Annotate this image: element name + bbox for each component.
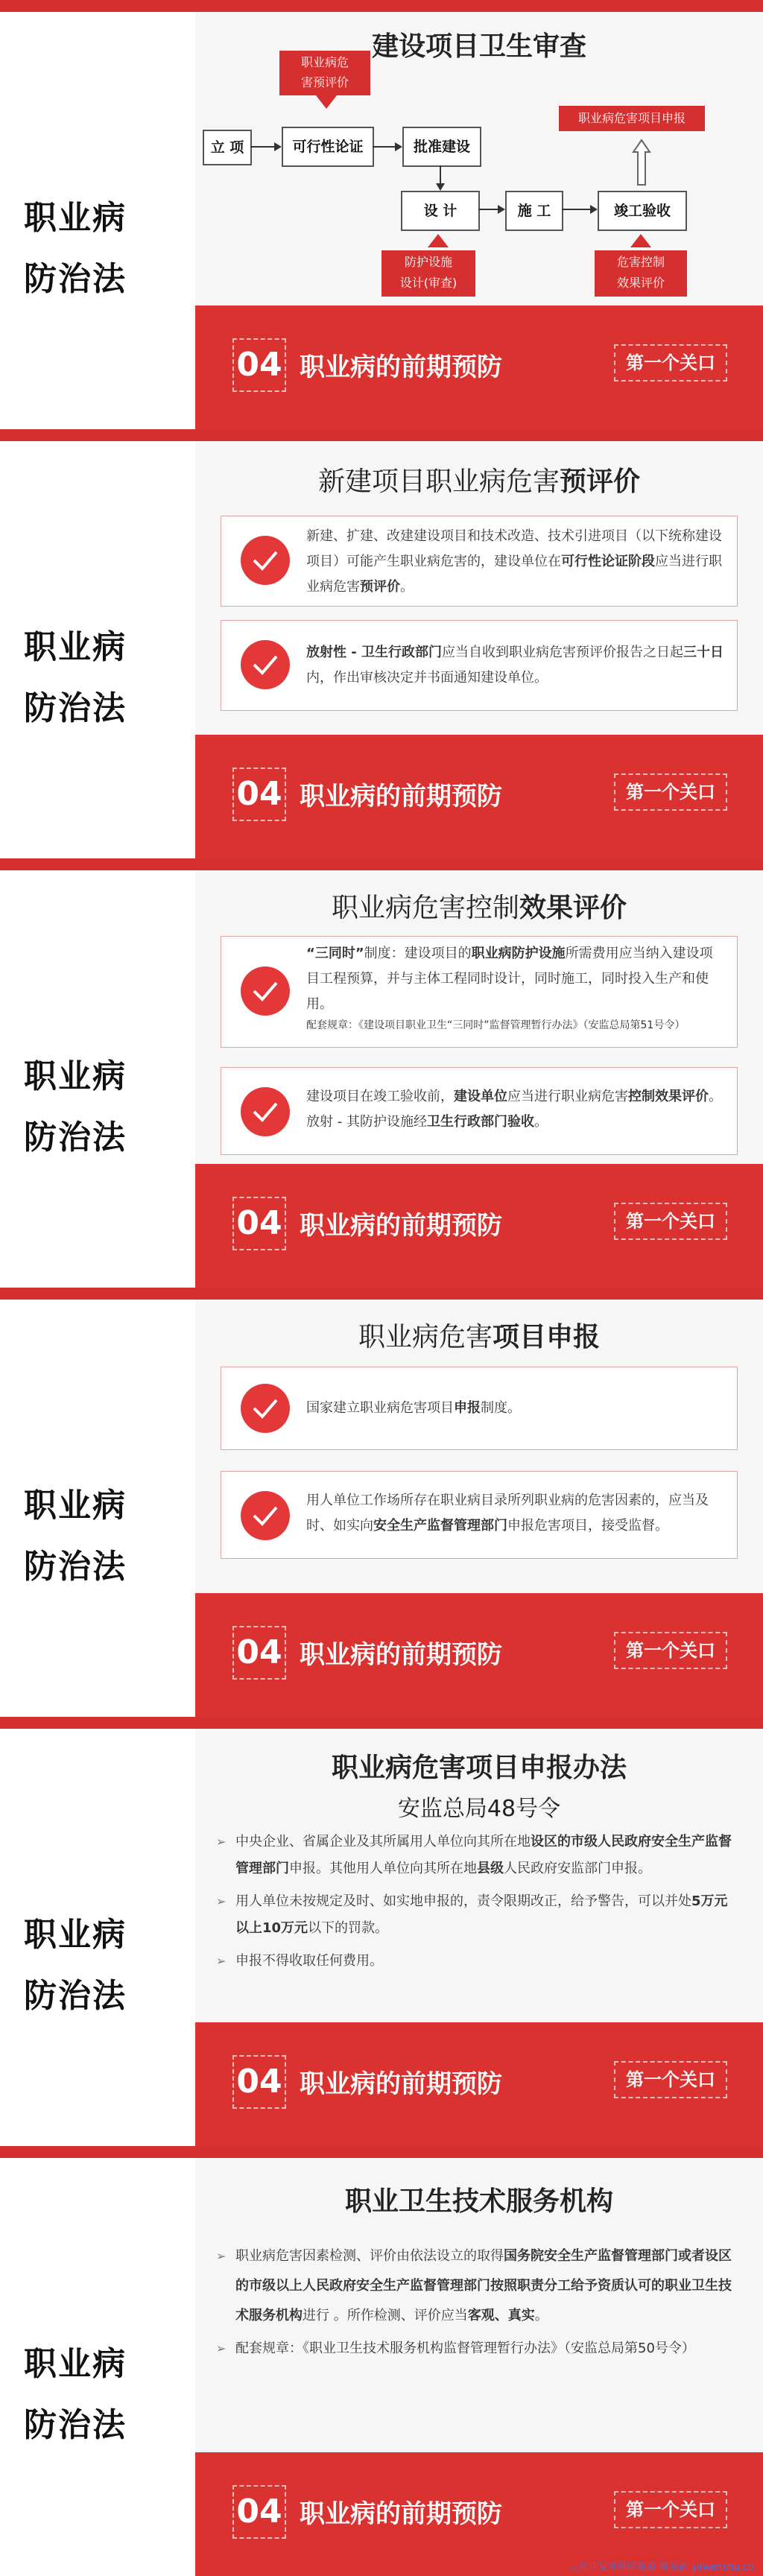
watermark-text[interactable]: 三方开发者网络资源 资源站 yiiwanshu.cn — [569, 2562, 754, 2573]
project-declaration-box: 职业病危害项目申报 — [559, 106, 705, 131]
check-icon — [241, 536, 290, 585]
chapter-band — [195, 306, 763, 429]
bullet-item: ➢ 职业病危害因素检测、评价由依法设立的取得国务院安全生产监督管理部门或者设区的市级以上人民政府安全生产监督管理部门按照职责分工给予资质认可的职业卫生技术服务机构进行 。所作检测、评价应当客观、真实。 — [216, 2241, 735, 2331]
red-down-arrow — [316, 95, 337, 109]
point-card — [221, 516, 738, 607]
flow-node-lixiang: 立 项 — [203, 130, 252, 165]
top-bar — [0, 0, 763, 12]
slide-title: 职业病危害项目申报办法 — [331, 1753, 627, 1783]
regulation-note: 配套规章：《建设项目职业卫生“三同时”监督管理暂行办法》（安监总局第51号令） — [306, 1019, 686, 1031]
point-card — [221, 620, 738, 711]
flow-node-sheji: 设 计 — [401, 191, 480, 231]
side-title-line1: 职业病 — [24, 1916, 127, 1954]
left-pane — [0, 870, 196, 1288]
point-card — [221, 1067, 738, 1155]
chapter-band — [195, 1593, 763, 1717]
flow-arrow — [373, 146, 401, 148]
chapter-tag: 第一个关口 — [614, 1203, 727, 1240]
left-pane — [0, 1300, 196, 1717]
left-pane — [0, 441, 196, 858]
flow-node-shigong: 施 工 — [505, 191, 563, 231]
bullet-list — [216, 2241, 735, 2364]
side-title-line2: 防治法 — [24, 1977, 127, 2015]
top-bar — [0, 858, 763, 870]
flow-node-kexing: 可行性论证 — [282, 127, 374, 167]
top-bar — [0, 2146, 763, 2158]
chapter-number: 04 — [232, 2485, 286, 2539]
check-icon — [241, 640, 290, 689]
left-pane — [0, 2158, 196, 2576]
chapter-tag: 第一个关口 — [614, 1632, 727, 1669]
bullet-item: ➢ 用人单位未按规定及时、如实地申报的，责令限期改正，给予警告，可以并处5万元以上10万元以下的罚款。 — [216, 1888, 735, 1942]
flow-arrow — [250, 146, 280, 148]
point-card — [221, 1367, 738, 1450]
bullet-item: ➢ 申报不得收取任何费用。 — [216, 1948, 735, 1975]
point-card — [221, 936, 738, 1048]
chapter-tag: 第一个关口 — [614, 773, 727, 811]
side-title-line2: 防治法 — [24, 2406, 127, 2444]
side-title — [24, 1046, 173, 1168]
check-icon — [241, 1384, 290, 1433]
chapter-title: 职业病的前期预防 — [300, 1640, 502, 1670]
flow-node-jungong: 竣工验收 — [598, 191, 687, 231]
side-title-line2: 防治法 — [24, 1118, 127, 1156]
slide-title: 职业病危害项目申报 — [358, 1322, 601, 1352]
flow-arrow — [562, 209, 596, 210]
side-title — [24, 1475, 173, 1598]
point-text: “三同时”制度：建设项目的职业病防护设施所需费用应当纳入建设项目工程预算，并与主体工程同时设计，同时施工，同时投入生产和使用。 配套规章：《建设项目职业卫生“三同时”监督管理暂行办法》（安监总局第51号令） — [306, 941, 725, 1034]
flow-node-pizhun: 批准建设 — [402, 127, 481, 167]
slide-subtitle: 安监总局48号令 — [397, 1796, 561, 1822]
slide-6 — [0, 2146, 763, 2576]
bullet-item: ➢ 配套规章：《职业卫生技术服务机构监督管理暂行办法》（安监总局第50号令） — [216, 2334, 735, 2364]
slide-title: 建设项目卫生审查 — [371, 31, 586, 62]
chapter-tag: 第一个关口 — [614, 2491, 727, 2528]
slide-4 — [0, 1288, 763, 1717]
side-title-line1: 职业病 — [24, 628, 127, 666]
flow-arrow — [478, 209, 504, 210]
side-title-line1: 职业病 — [24, 2345, 127, 2383]
bullet-item: ➢ 中央企业、省属企业及其所属用人单位向其所在地设区的市级人民政府安全生产监督管理部门申报。其他用人单位向其所在地县级人民政府安监部门申报。 — [216, 1829, 735, 1882]
side-title — [24, 617, 173, 739]
slide-title: 新建项目职业病危害预评价 — [317, 466, 641, 497]
red-up-arrow — [630, 234, 651, 247]
point-text: 建设项目在竣工验收前，建设单位应当进行职业病危害控制效果评价。放射 - 其防护设施经卫生行政部门验收。 — [306, 1089, 722, 1130]
chapter-band — [195, 2022, 763, 2146]
slide-title: 职业病危害控制效果评价 — [331, 893, 627, 923]
pre-evaluation-box: 职业病危 害预评价 — [279, 51, 370, 95]
check-icon — [241, 966, 290, 1016]
red-up-arrow — [428, 234, 449, 247]
hollow-up-arrow — [632, 139, 651, 189]
side-title-line2: 防治法 — [24, 260, 127, 298]
chapter-tag: 第一个关口 — [614, 2061, 727, 2098]
side-title-line1: 职业病 — [24, 1057, 127, 1095]
check-icon — [241, 1491, 290, 1540]
left-pane — [0, 12, 196, 429]
chapter-band — [195, 1164, 763, 1288]
side-title-line1: 职业病 — [24, 199, 127, 237]
flow-arrow — [440, 165, 441, 189]
side-title — [24, 188, 173, 310]
chapter-title: 职业病的前期预防 — [300, 2069, 502, 2099]
chapter-number: 04 — [232, 1626, 286, 1680]
point-text: 放射性 - 卫生行政部门应当自收到职业病危害预评价报告之日起三十日内，作出审核决定并书面通知建设单位。 — [306, 645, 724, 686]
slide-2 — [0, 429, 763, 858]
chapter-title: 职业病的前期预防 — [300, 1211, 502, 1241]
side-title — [24, 2334, 173, 2456]
chapter-title: 职业病的前期预防 — [300, 352, 502, 382]
bullet-list — [216, 1829, 735, 1975]
left-pane — [0, 1729, 196, 2146]
top-bar — [0, 1717, 763, 1729]
chapter-number: 04 — [232, 338, 286, 392]
side-title-line2: 防治法 — [24, 689, 127, 727]
chapter-band — [195, 2452, 763, 2576]
chapter-tag: 第一个关口 — [614, 344, 727, 382]
check-icon — [241, 1087, 290, 1136]
slide-1 — [0, 0, 763, 429]
top-bar — [0, 429, 763, 441]
point-text: 新建、扩建、改建建设项目和技术改造、技术引进项目（以下统称建设项目）可能产生职业病危害的，建设单位在可行性论证阶段应当进行职业病危害预评价。 — [306, 528, 722, 595]
side-title-line1: 职业病 — [24, 1487, 127, 1525]
control-effect-box: 危害控制 效果评价 — [595, 250, 687, 297]
chapter-band — [195, 735, 763, 858]
top-bar — [0, 1288, 763, 1300]
point-card — [221, 1471, 738, 1559]
point-text: 用人单位工作场所存在职业病目录所列职业病的危害因素的，应当及时、如实向安全生产监督管理部门申报危害项目，接受监督。 — [306, 1493, 709, 1534]
slide-title: 职业卫生技术服务机构 — [344, 2186, 613, 2217]
protective-design-box: 防护设施 设计(审查) — [382, 250, 475, 297]
chapter-number: 04 — [232, 2055, 286, 2109]
chapter-number: 04 — [232, 1197, 286, 1250]
slide-3 — [0, 858, 763, 1288]
point-text: 国家建立职业病危害项目申报制度。 — [306, 1400, 521, 1416]
side-title — [24, 1905, 173, 2027]
chapter-title: 职业病的前期预防 — [300, 2499, 502, 2529]
chapter-number: 04 — [232, 768, 286, 821]
side-title-line2: 防治法 — [24, 1548, 127, 1586]
chapter-title: 职业病的前期预防 — [300, 782, 502, 811]
slide-5 — [0, 1717, 763, 2146]
